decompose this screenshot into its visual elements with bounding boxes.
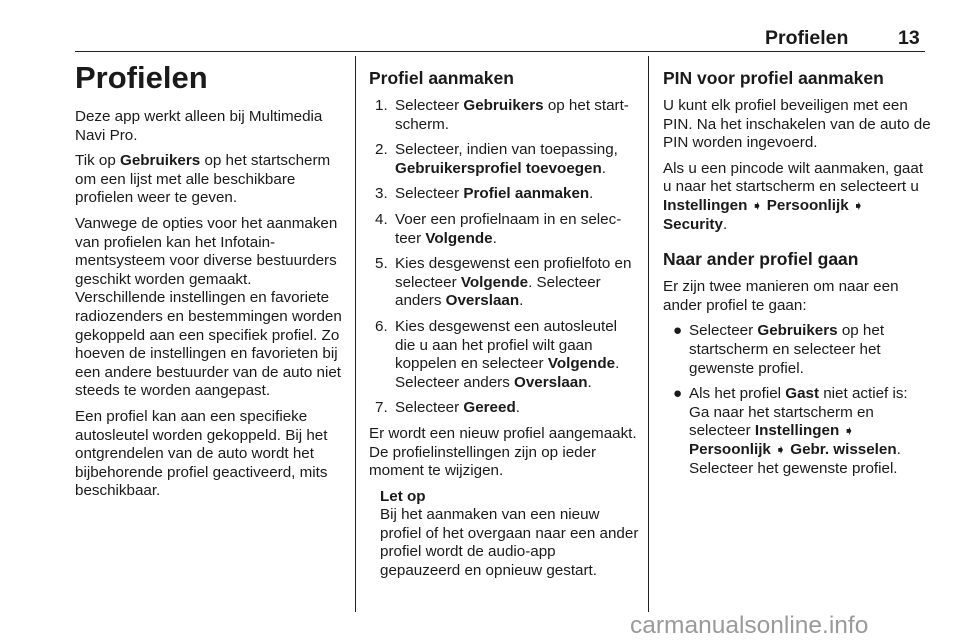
note-text: Bij het aanmaken van een nieuw profiel of het overgaan naar een ander profiel wordt de audio-app gepauzeerd en opnieuw gestart. [380,506,639,580]
column-1 [75,60,345,508]
list-item: ● Als het profiel Gast niet actief is: Ga naar het startscherm en selecteer Instellingen ➧ Persoonlijk ➧ Gebr. wisselen. Selecteer het gewenste profiel. [673,385,908,477]
running-title: Profielen [765,27,849,49]
heading-pin: PIN voor profiel aanmaken [663,68,884,88]
list-item: 6. Kies desgewenst een autosleutel die u aan het profiel wilt gaan koppelen en selecteer Volgende. Selecteer anders Overslaan. [375,317,620,391]
column-2 [369,67,639,581]
paragraph-key: Een profiel kan aan een specifieke autosleutel worden gekoppeld. Bij het ontgrendelen van de auto wordt het bijbehorende profiel geactiveerd, mits beschikbaar. [75,407,328,500]
list-item: ● Selecteer Gebruikers op het startscherm en selecteer het gewenste profiel. [673,322,885,377]
paragraph-users: Tik op Gebruikers op het startscherm om een lijst met alle beschikbare profielen weer te geven. [75,152,331,207]
note-heading: Let op [380,487,426,505]
paragraph-pin-path: Als u een pincode wilt aanmaken, gaat u naar het startscherm en selecteert u Instellingen ➧ Persoonlijk ➧ Security. [663,159,924,233]
list-item: 4. Voer een profielnaam in en selecteer Volgende. [375,210,622,247]
arrow-icon: ➧ [751,197,763,213]
list-item: 1. Selecteer Gebruikers op het startscherm. [375,97,629,133]
column-divider-left [355,56,356,612]
list-item: 5. Kies desgewenst een profielfoto en selecteer Volgende. Selecteer anders Overslaan. [375,255,632,310]
note-box [369,488,639,581]
column-3 [663,67,931,485]
paragraph-pin: U kunt elk profiel beveiligen met een PIN. Na het inschakelen van de auto de PIN worden ingevoerd. [663,97,931,152]
header-rule [75,51,925,52]
paragraph-created: Er wordt een nieuw profiel aangemaakt. De profielinstellingen zijn op ieder moment te wijzigen. [369,424,637,480]
arrow-icon: ➧ [843,423,855,439]
intro-paragraph: Deze app werkt alleen bij Multimedia Navi Pro. [75,108,323,144]
steps-list [369,97,639,418]
paragraph-options: Vanwege de opties voor het aanmaken van profielen kan het Infotainmentsysteem voor diverse bestuurders geschikt worden gemaakt. Verschillende instellingen en favoriete radiozenders en bestemmingen worden gekoppeld aan een specifiek profiel. Zo hoeven de instellingen en favorieten bij een andere bestuurder van de auto niet steeds te worden aangepast. [75,214,342,400]
watermark: carmanualsonline.info [630,612,869,639]
column-divider-right [648,56,649,612]
list-item: 2. Selecteer, indien van toepassing, Gebruikersprofiel toevoegen. [375,141,618,177]
list-item: 3. Selecteer Profiel aanmaken. [375,185,594,203]
page-number: 13 [898,27,920,49]
bullet-icon: ● [673,322,683,340]
section-title: Profielen [75,60,208,95]
heading-switch-profile: Naar ander profiel gaan [663,249,859,270]
bullet-icon: ● [673,385,683,403]
arrow-icon: ➧ [852,197,864,213]
heading-create-profile: Profiel aanmaken [369,68,514,88]
arrow-icon: ➧ [775,441,787,457]
paragraph-switch: Er zijn twee manieren om naar een ander profiel te gaan: [663,278,899,314]
list-item: 7. Selecteer Gereed. [375,399,520,417]
